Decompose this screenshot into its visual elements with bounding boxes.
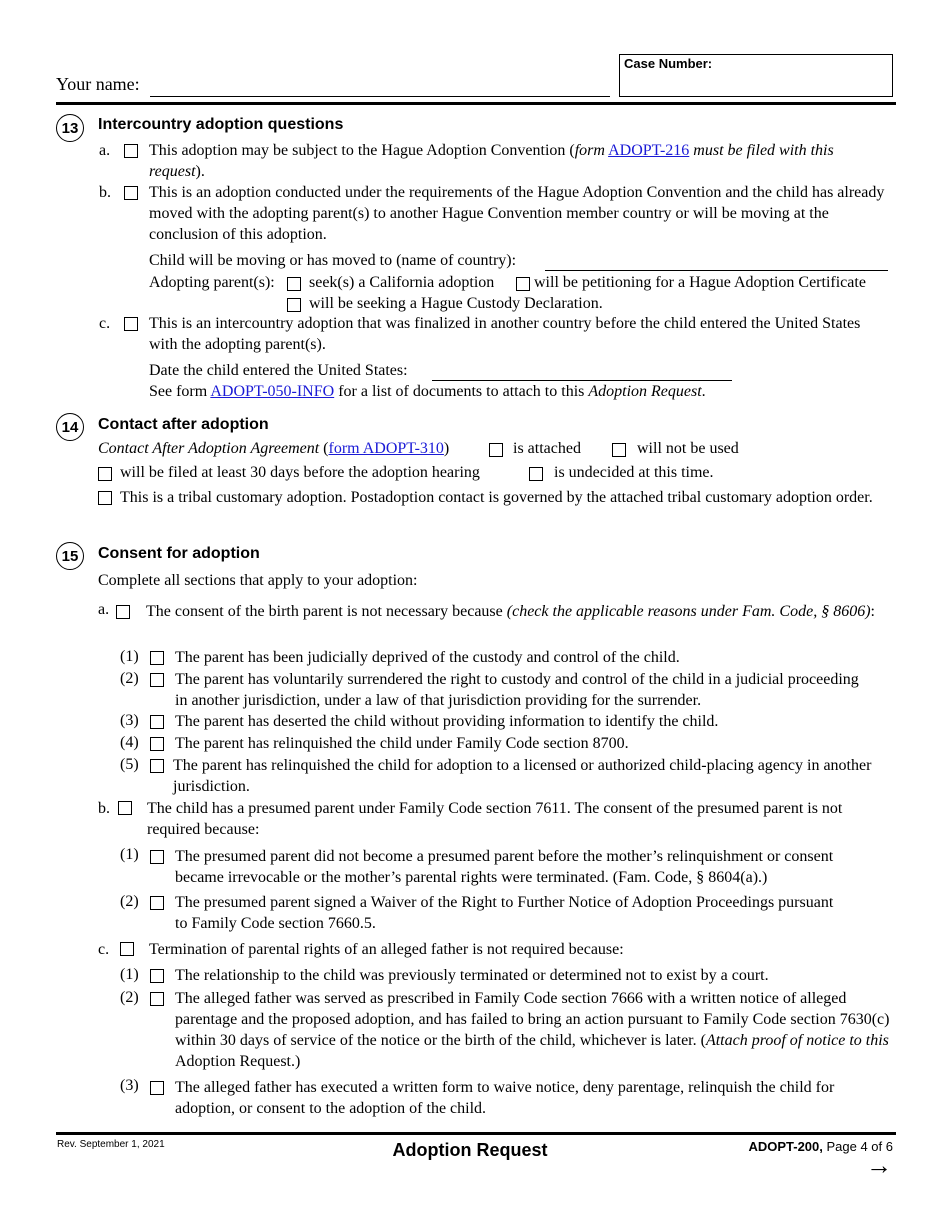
checkbox-13a[interactable]: [124, 144, 138, 158]
section-15-number: 15: [56, 542, 84, 570]
checkbox-15a1[interactable]: [150, 651, 164, 665]
item-15c-label: c.: [98, 941, 110, 958]
your-name-label: Your name:: [56, 74, 140, 94]
checkbox-15b1[interactable]: [150, 850, 164, 864]
item-13b-label: b.: [99, 184, 111, 201]
item-13a-text: This adoption may be subject to the Hague Adoption Convention (form ADOPT-216 must be filed with this request).: [149, 142, 834, 180]
item-15c3-text: The alleged father has executed a written form to waive notice, deny parentage, relinquish the child for adoption, or consent to the adoption of the child.: [175, 1079, 835, 1117]
section-14-title: Contact after adoption: [98, 416, 269, 433]
item-15a-text: The consent of the birth parent is not necessary because (check the applicable reasons under Fam. Code, § 8606):: [146, 603, 875, 620]
section-13-title: Intercountry adoption questions: [98, 116, 344, 133]
item-15a4-num: (4): [120, 734, 139, 751]
adopt-310-link[interactable]: form ADOPT-310: [328, 440, 444, 457]
item-13b-text: This is an adoption conducted under the requirements of the Hague Adoption Convention and the child has already moved with the adopting parent(s) to another Hague Convention member country or will be moving at the conclusion of this adoption.: [149, 184, 885, 243]
item-15a4-text: The parent has relinquished the child under Family Code section 8700.: [175, 735, 629, 752]
contact-agreement-line: Contact After Adoption Agreement (form ADOPT-310): [98, 440, 450, 457]
item-15a5-num: (5): [120, 756, 139, 773]
item-15c2-text: The alleged father was served as prescribed in Family Code section 7666 with a written notice of alleged parentage and the proposed adoption, and has failed to bring an action pursuant to Family Code section 7630(c) within 30 days of service of the notice or the birth of the child, whichever is later. (Attach proof of notice to this Adoption Request.): [175, 990, 890, 1070]
checkbox-15a5[interactable]: [150, 759, 164, 773]
checkbox-is-attached[interactable]: [489, 443, 503, 457]
item-13c-text: This is an intercountry adoption that was finalized in another country before the child entered the United States with the adopting parent(s).: [149, 315, 861, 353]
your-name-field[interactable]: [150, 96, 610, 97]
checkbox-15a3[interactable]: [150, 715, 164, 729]
item-15b-label: b.: [98, 800, 110, 817]
item-15c1-text: The relationship to the child was previously terminated or determined not to exist by a court.: [175, 967, 769, 984]
item-15a2-num: (2): [120, 670, 139, 687]
checkbox-15a2[interactable]: [150, 673, 164, 687]
california-adoption-label: seek(s) a California adoption: [309, 274, 495, 291]
hague-certificate-label: will be petitioning for a Hague Adoption Certificate: [534, 274, 866, 291]
item-15a1-num: (1): [120, 648, 139, 665]
header-rule: [56, 102, 896, 105]
item-15b-text: The child has a presumed parent under Family Code section 7611. The consent of the presumed parent is not required because:: [147, 800, 843, 838]
item-15a5-text: The parent has relinquished the child for adoption to a licensed or authorized child-placing agency in another jurisdiction.: [173, 757, 872, 795]
next-page-arrow-icon[interactable]: →: [866, 1150, 892, 1180]
item-15c-text: Termination of parental rights of an alleged father is not required because:: [149, 941, 624, 958]
is-attached-label: is attached: [513, 440, 581, 457]
date-entered-label: Date the child entered the United States:: [149, 362, 408, 379]
item-13a-label: a.: [99, 142, 111, 159]
footer-form-id: ADOPT-200, Page 4 of 6: [748, 1139, 893, 1154]
checkbox-15a4[interactable]: [150, 737, 164, 751]
section-15-title: Consent for adoption: [98, 545, 260, 562]
checkbox-tribal-customary[interactable]: [98, 491, 112, 505]
adopt-216-link[interactable]: ADOPT-216: [608, 142, 690, 159]
case-number-box[interactable]: [619, 54, 893, 97]
item-15a1-text: The parent has been judicially deprived of the custody and control of the child.: [175, 649, 680, 666]
checkbox-california-adoption[interactable]: [287, 277, 301, 291]
checkbox-15b[interactable]: [118, 801, 132, 815]
checkbox-15c[interactable]: [120, 942, 134, 956]
item-15a3-text: The parent has deserted the child without providing information to identify the child.: [175, 713, 719, 730]
will-be-filed-label: will be filed at least 30 days before the adoption hearing: [120, 464, 480, 481]
country-label: Child will be moving or has moved to (name of country):: [149, 252, 517, 269]
hague-custody-label: will be seeking a Hague Custody Declaration.: [309, 295, 603, 312]
section-14-number: 14: [56, 413, 84, 441]
checkbox-undecided[interactable]: [529, 467, 543, 481]
item-15c1-num: (1): [120, 966, 139, 983]
item-15b2-num: (2): [120, 893, 139, 910]
country-field[interactable]: [545, 270, 888, 271]
checkbox-15c1[interactable]: [150, 969, 164, 983]
item-15c2-num: (2): [120, 989, 139, 1006]
checkbox-15a[interactable]: [116, 605, 130, 619]
item-15b2-text: The presumed parent signed a Waiver of the Right to Further Notice of Adoption Proceedings pursuant to Family Code section 7660.5.: [175, 894, 834, 932]
case-number-label: Case Number:: [624, 56, 713, 71]
revision-date: Rev. September 1, 2021: [57, 1139, 165, 1150]
checkbox-will-not-be-used[interactable]: [612, 443, 626, 457]
checkbox-hague-custody[interactable]: [287, 298, 301, 312]
date-entered-field[interactable]: [432, 380, 732, 381]
undecided-label: is undecided at this time.: [554, 464, 714, 481]
tribal-customary-text: This is a tribal customary adoption. Postadoption contact is governed by the attached tribal customary adoption order.: [120, 489, 873, 506]
section-15-intro: Complete all sections that apply to your adoption:: [98, 572, 418, 589]
checkbox-15c2[interactable]: [150, 992, 164, 1006]
see-form-text: See form ADOPT-050-INFO for a list of documents to attach to this Adoption Request.: [149, 383, 706, 400]
checkbox-15c3[interactable]: [150, 1081, 164, 1095]
checkbox-hague-certificate[interactable]: [516, 277, 530, 291]
checkbox-13b[interactable]: [124, 186, 138, 200]
item-15a-label: a.: [98, 601, 110, 618]
item-15c3-num: (3): [120, 1077, 139, 1094]
item-15b1-text: The presumed parent did not become a presumed parent before the mother’s relinquishment or consent became irrevocable or the mother’s parental rights were terminated. (Fam. Code, § 8604(a).): [175, 848, 834, 886]
footer-rule: [56, 1132, 896, 1135]
item-15a2-text: The parent has voluntarily surrendered the right to custody and control of the child in a judicial proceeding in another jurisdiction, under a law of that jurisdiction providing for the surrender.: [175, 671, 859, 709]
adopting-parents-label: Adopting parent(s):: [149, 274, 275, 291]
item-15a3-num: (3): [120, 712, 139, 729]
checkbox-15b2[interactable]: [150, 896, 164, 910]
adopt-050-info-link[interactable]: ADOPT-050-INFO: [210, 383, 335, 400]
footer-form-title: Adoption Request: [392, 1140, 548, 1160]
checkbox-will-be-filed[interactable]: [98, 467, 112, 481]
item-13c-label: c.: [99, 315, 111, 332]
checkbox-13c[interactable]: [124, 317, 138, 331]
will-not-be-used-label: will not be used: [637, 440, 739, 457]
item-15b1-num: (1): [120, 846, 139, 863]
section-13-number: 13: [56, 114, 84, 142]
